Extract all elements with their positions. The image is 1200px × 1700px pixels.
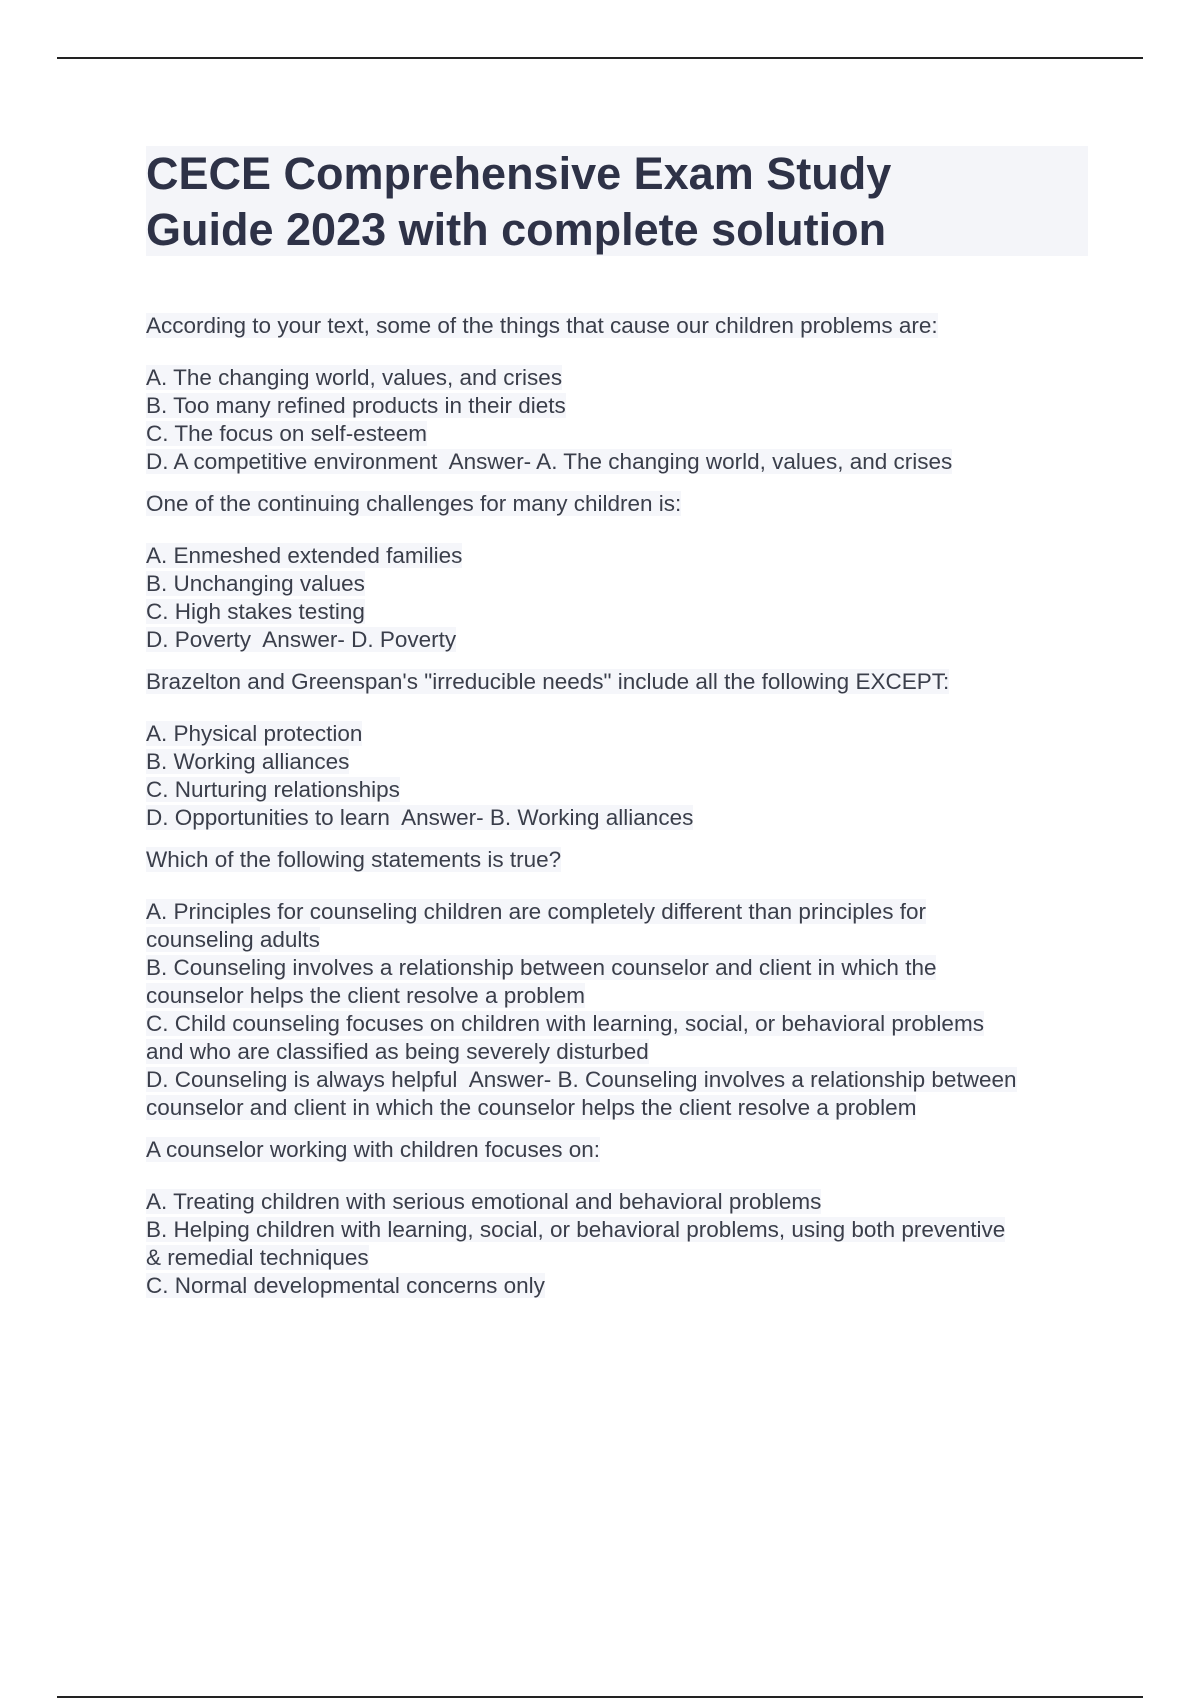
- option-d-with-answer: [146, 448, 1106, 476]
- option-b: B. Too many refined products in their diets: [146, 393, 566, 418]
- option-b: B. Working alliances: [146, 749, 350, 774]
- option-a: A. Enmeshed extended families: [146, 543, 463, 568]
- option-d: D. Counseling is always helpful: [146, 1067, 458, 1092]
- question-2: [146, 490, 1106, 654]
- option-b: B. Unchanging values: [146, 571, 365, 596]
- answer: Answer- B. Working alliances: [401, 805, 694, 830]
- option-d-with-answer: [146, 804, 1106, 832]
- option-a: A. Treating children with serious emotional and behavioral problems: [146, 1189, 822, 1214]
- option-b-line-2: counselor helps the client resolve a problem: [146, 983, 585, 1008]
- option-d-with-answer: [146, 1066, 1106, 1094]
- question-stem: According to your text, some of the things that cause our children problems are:: [146, 313, 938, 338]
- option-c: C. Normal developmental concerns only: [146, 1273, 545, 1298]
- option-b-line-2: & remedial techniques: [146, 1245, 369, 1270]
- title-line-2: Guide 2023 with complete solution: [146, 204, 887, 255]
- option-a-line-2: counseling adults: [146, 927, 320, 952]
- question-stem: Brazelton and Greenspan's "irreducible needs" include all the following EXCEPT:: [146, 669, 950, 694]
- option-c-line-2: and who are classified as being severely disturbed: [146, 1039, 649, 1064]
- bottom-rule: [57, 1696, 1143, 1698]
- question-3: [146, 668, 1106, 832]
- option-d: D. Opportunities to learn: [146, 805, 390, 830]
- option-d: D. Poverty: [146, 627, 252, 652]
- answer-line-1: Answer- B. Counseling involves a relationship between: [468, 1067, 1017, 1092]
- answer: Answer- D. Poverty: [262, 627, 457, 652]
- option-a: A. Physical protection: [146, 721, 363, 746]
- option-c: C. The focus on self-esteem: [146, 421, 427, 446]
- question-1: [146, 312, 1106, 476]
- question-4: [146, 846, 1106, 1122]
- option-a: A. The changing world, values, and crises: [146, 365, 563, 390]
- question-stem: Which of the following statements is true?: [146, 847, 562, 872]
- question-stem: One of the continuing challenges for many children is:: [146, 491, 682, 516]
- question-stem: A counselor working with children focuses on:: [146, 1137, 600, 1162]
- option-c-line-1: C. Child counseling focuses on children with learning, social, or behavioral problems: [146, 1011, 984, 1036]
- document-body: [146, 312, 1106, 1314]
- option-d-with-answer: [146, 626, 1106, 654]
- question-5: [146, 1136, 1106, 1300]
- document-title: [146, 146, 1088, 258]
- answer: Answer- A. The changing world, values, and crises: [448, 449, 953, 474]
- option-b-line-1: B. Counseling involves a relationship between counselor and client in which the: [146, 955, 937, 980]
- option-b-line-1: B. Helping children with learning, social, or behavioral problems, using both preventive: [146, 1217, 1006, 1242]
- top-rule: [57, 57, 1143, 59]
- option-d: D. A competitive environment: [146, 449, 438, 474]
- title-block: [146, 146, 1088, 256]
- answer-line-2: counselor and client in which the counselor helps the client resolve a problem: [146, 1095, 917, 1120]
- option-c: C. Nurturing relationships: [146, 777, 400, 802]
- option-a-line-1: A. Principles for counseling children are completely different than principles for: [146, 899, 926, 924]
- title-line-1: CECE Comprehensive Exam Study: [146, 148, 892, 199]
- option-c: C. High stakes testing: [146, 599, 365, 624]
